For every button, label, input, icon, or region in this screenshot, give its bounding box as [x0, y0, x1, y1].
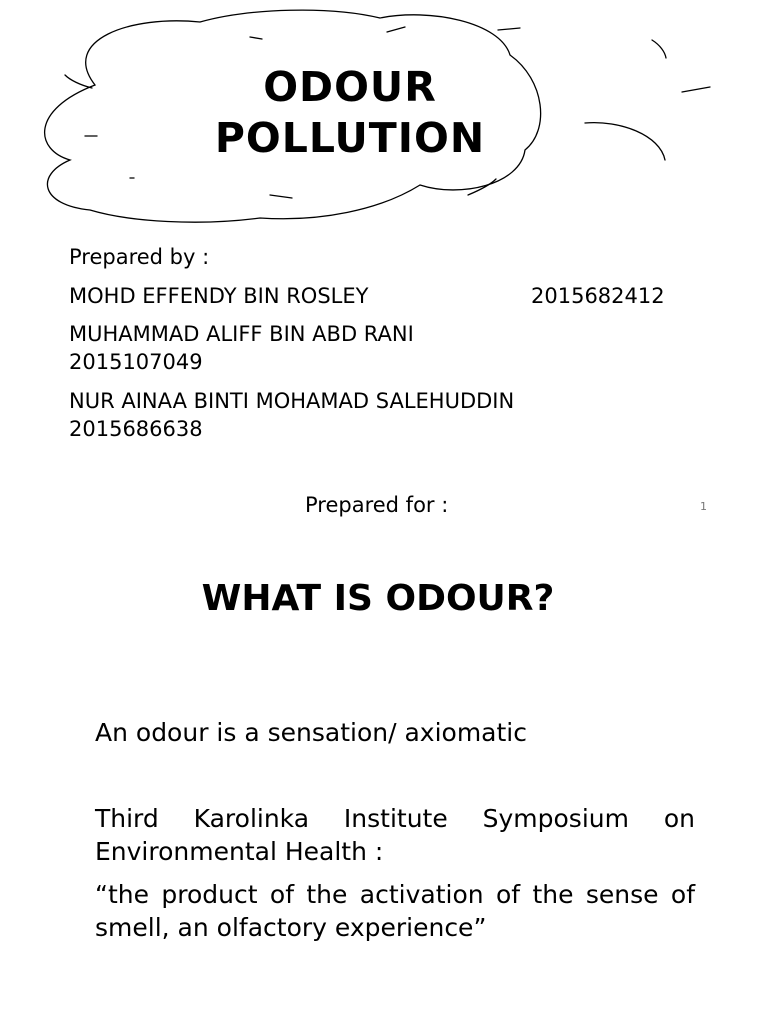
title-line-1: ODOUR	[263, 63, 437, 111]
prepared-for-label: Prepared for :	[305, 493, 449, 517]
source-text: Third Karolinka Institute Symposium on Environmental Health :	[95, 804, 695, 866]
prepared-by-label: Prepared by :	[69, 245, 210, 269]
slide-number: 1	[700, 500, 707, 513]
slide-title	[150, 62, 550, 164]
author-id-2: 2015107049	[69, 350, 203, 374]
author-name-2: MUHAMMAD ALIFF BIN ABD RANI	[69, 322, 414, 346]
definition-text: An odour is a sensation/ axiomatic	[95, 718, 527, 747]
title-line-2: POLLUTION	[214, 114, 486, 162]
author-name-1: MOHD EFFENDY BIN ROSLEY	[69, 284, 369, 308]
author-id-3: 2015686638	[69, 417, 203, 441]
slide-heading: WHAT IS ODOUR?	[201, 578, 555, 619]
author-id-1: 2015682412	[531, 284, 665, 308]
author-name-3: NUR AINAA BINTI MOHAMAD SALEHUDDIN	[69, 389, 515, 413]
quote-text: “the product of the activation of the sense of smell, an olfactory experience”	[95, 880, 695, 942]
